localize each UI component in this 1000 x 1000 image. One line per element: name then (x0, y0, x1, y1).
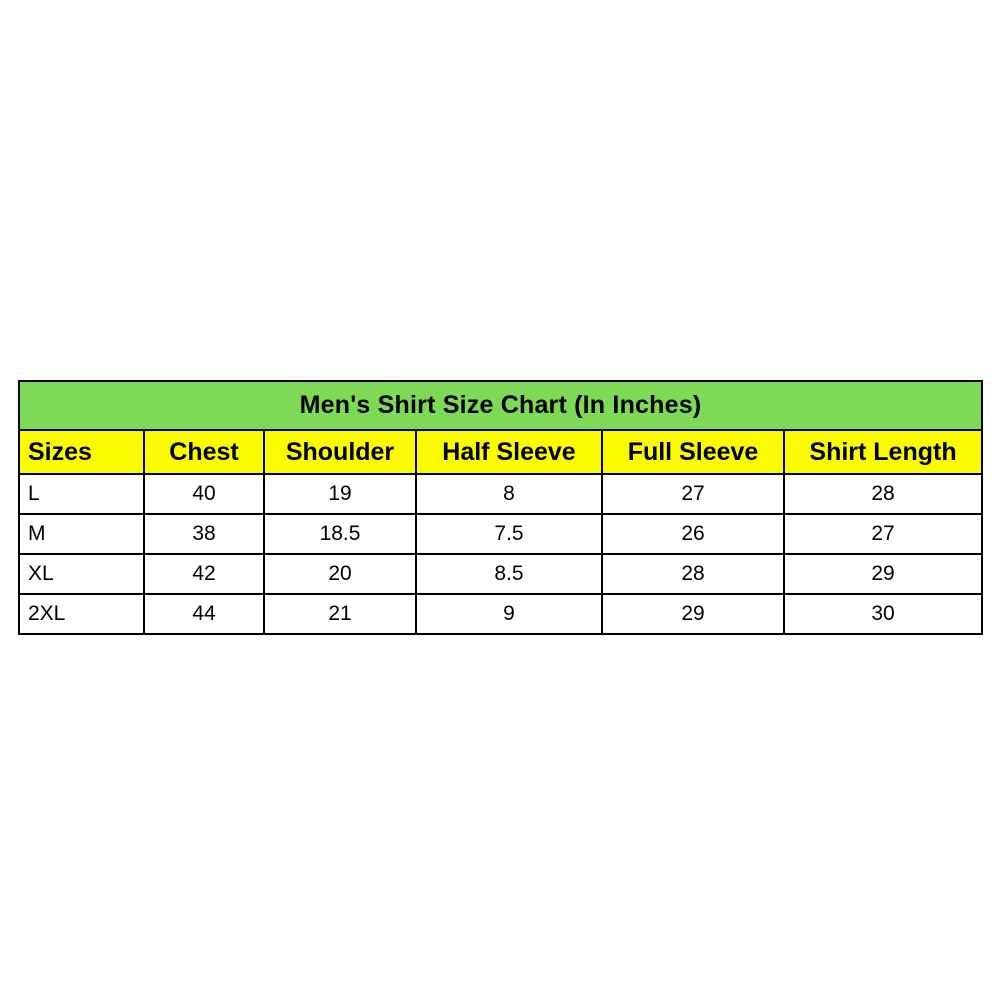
cell-size: L (19, 474, 144, 514)
column-header-chest: Chest (144, 430, 264, 474)
cell-shirt-length: 27 (784, 514, 982, 554)
size-chart-table (18, 380, 983, 635)
table-row (19, 594, 982, 634)
table-row (19, 554, 982, 594)
cell-full-sleeve: 28 (602, 554, 784, 594)
cell-chest: 38 (144, 514, 264, 554)
table-row (19, 474, 982, 514)
cell-half-sleeve: 7.5 (416, 514, 602, 554)
cell-shoulder: 21 (264, 594, 416, 634)
cell-shirt-length: 29 (784, 554, 982, 594)
cell-shirt-length: 28 (784, 474, 982, 514)
cell-chest: 42 (144, 554, 264, 594)
column-header-shirt-length: Shirt Length (784, 430, 982, 474)
table-row (19, 514, 982, 554)
cell-full-sleeve: 26 (602, 514, 784, 554)
column-header-full-sleeve: Full Sleeve (602, 430, 784, 474)
cell-size: 2XL (19, 594, 144, 634)
cell-half-sleeve: 8.5 (416, 554, 602, 594)
cell-size: M (19, 514, 144, 554)
cell-shoulder: 20 (264, 554, 416, 594)
cell-shoulder: 19 (264, 474, 416, 514)
cell-chest: 44 (144, 594, 264, 634)
column-header-half-sleeve: Half Sleeve (416, 430, 602, 474)
column-header-sizes: Sizes (19, 430, 144, 474)
cell-chest: 40 (144, 474, 264, 514)
size-chart-container (18, 380, 981, 635)
cell-half-sleeve: 9 (416, 594, 602, 634)
cell-shoulder: 18.5 (264, 514, 416, 554)
chart-title: Men's Shirt Size Chart (In Inches) (19, 381, 982, 430)
cell-full-sleeve: 27 (602, 474, 784, 514)
cell-full-sleeve: 29 (602, 594, 784, 634)
table-title-row (19, 381, 982, 430)
cell-half-sleeve: 8 (416, 474, 602, 514)
cell-size: XL (19, 554, 144, 594)
column-header-shoulder: Shoulder (264, 430, 416, 474)
cell-shirt-length: 30 (784, 594, 982, 634)
table-header-row (19, 430, 982, 474)
